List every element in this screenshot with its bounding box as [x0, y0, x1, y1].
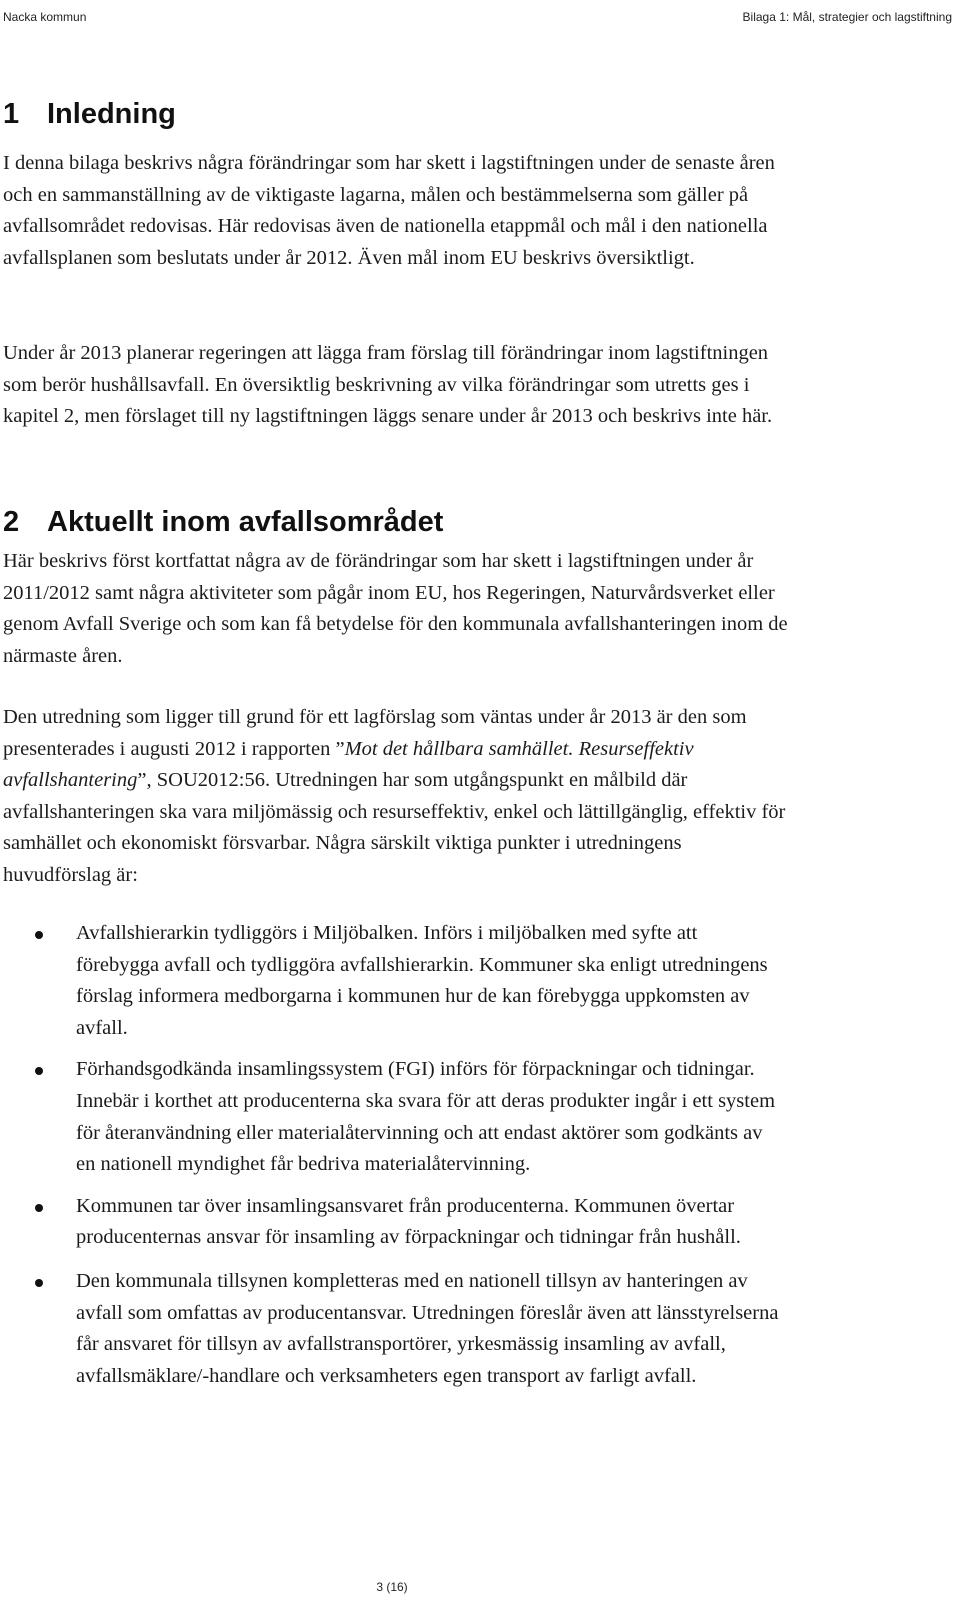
bullet-icon	[35, 1279, 43, 1287]
list-item-text: Avfallshierarkin tydliggörs i Miljöbalken. Införs i miljöbalken med syfte att förebygga avfall och tydliggöra avfallshierarkin. Kommuner ska enligt utredningens förslag informera medborgarna i kommunen hur de kan förebygga uppkomsten av avfall.	[76, 922, 768, 1039]
header-organization: Nacka kommun	[3, 10, 87, 24]
list-item	[3, 918, 783, 1044]
list-item-text: Förhandsgodkända insamlingssystem (FGI) införs för förpackningar och tidningar. Innebär i korthet att producenterna ska svara för att deras produkter ingår i ett system för återanvändning eller materialåtervinning och att endast aktörer som godkänts av en nationell myndighet får bedriva materialåtervinning.	[76, 1058, 776, 1176]
bullet-icon	[35, 931, 43, 939]
paragraph-intro: I denna bilaga beskrivs några förändringar som har skett i lagstiftningen under de senaste åren och en sammanställning av de viktigaste lagarna, målen och bestämmelserna som gäller på avfallsområdet redovisas. Här redovisas även de nationella etappmål och mål i den nationella avfallsplanen som beslutats under år 2012. Även mål inom EU beskrivs översiktligt.	[3, 152, 775, 269]
bullet-list	[3, 918, 783, 1402]
list-item-text: Kommunen tar över insamlingsansvaret från producenterna. Kommunen övertar producenternas ansvar för insamling av förpackningar och tidningar från hushåll.	[76, 1194, 741, 1249]
section-number: 1	[3, 98, 20, 130]
section-title: Aktuellt inom avfallsområdet	[47, 506, 444, 538]
header-document-title: Bilaga 1: Mål, strategier och lagstiftning	[742, 10, 952, 24]
bullet-icon	[35, 1067, 43, 1075]
paragraph-aktuellt-intro: Här beskrivs först kortfattat några av de förändringar som har skett i lagstiftningen under år 2011/2012 samt några aktiviteter som pågår inom EU, hos Regeringen, Naturvårdsverket eller genom Avfall Sverige och som kan få betydelse för den kommunala avfallshanteringen inom de närmaste åren.	[3, 550, 788, 667]
utredning-text-before: Den utredning som ligger till grund för ett lagförslag som väntas under år 2013 är den som presenterades i augusti 2012 i rapporten ”	[3, 706, 747, 760]
paragraph-utredning	[3, 702, 793, 892]
list-item	[3, 1191, 783, 1254]
section-title: Inledning	[47, 98, 176, 130]
section-number: 2	[3, 506, 20, 538]
section-heading-aktuellt	[3, 506, 443, 539]
report-title: Mot det hållbara samhället. Resurseffektiv avfallshantering	[3, 737, 694, 792]
utredning-text-after: ”, SOU2012:56. Utredningen har som utgångspunkt en målbild där avfallshanteringen ska vara miljömässig och resurseffektiv, enkel och lättillgänglig, effektiv för samhället och ekonomiskt försvarbar. Några särskilt viktiga punkter i utredningens huvudförslag är:	[3, 769, 786, 886]
section-heading-inledning	[3, 98, 176, 131]
paragraph-regeringen-2013: Under år 2013 planerar regeringen att lägga fram förslag till förändringar inom lagstiftningen som berör hushållsavfall. En översiktlig beskrivning av vilka förändringar som utretts ges i kapitel 2, men förslaget till ny lagstiftningen läggs senare under år 2013 och beskrivs inte här.	[3, 342, 773, 428]
bullet-icon	[35, 1204, 43, 1212]
list-item-text: Den kommunala tillsynen kompletteras med en nationell tillsyn av hanteringen av avfall som omfattas av producentansvar. Utredningen föreslår även att länsstyrelserna får ansvaret för tillsyn av avfallstransportörer, yrkesmässig insamling av avfall, avfallsmäklare/-handlare och verksamheters egen transport av farligt avfall.	[76, 1269, 779, 1387]
page-number: 3 (16)	[376, 1580, 408, 1594]
list-item	[3, 1266, 783, 1392]
list-item	[3, 1054, 783, 1180]
